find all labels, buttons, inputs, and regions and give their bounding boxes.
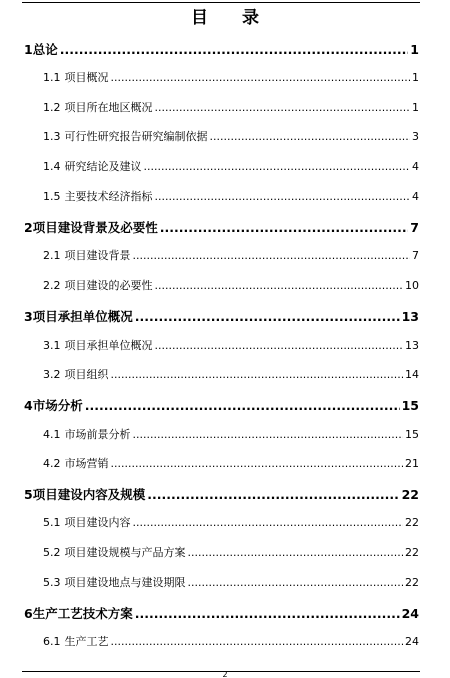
toc-entry-number: 3.2	[43, 368, 61, 381]
toc-section-entry[interactable]	[43, 544, 419, 560]
toc-section-entry[interactable]	[43, 455, 419, 471]
toc-entry-title: 市场前景分析	[64, 428, 131, 441]
toc-entry-page: 22	[405, 576, 419, 589]
toc-dot-leader	[133, 516, 404, 529]
toc-section-entry[interactable]	[43, 247, 419, 263]
toc-chapter-entry[interactable]	[24, 40, 419, 58]
toc-section-entry[interactable]	[43, 337, 419, 353]
toc-entry-title: 生产工艺技术方案	[32, 606, 133, 621]
toc-entry-title: 项目建设内容及规模	[32, 487, 146, 502]
toc-entry-page: 22	[405, 516, 419, 529]
toc-entry-number: 5	[24, 487, 33, 502]
toc-section-entry[interactable]	[43, 277, 419, 293]
toc-entry-page: 13	[405, 339, 419, 352]
toc-dot-leader	[147, 487, 399, 502]
toc-dot-leader	[188, 576, 404, 589]
toc-section-entry[interactable]	[43, 158, 419, 174]
toc-entry-page: 1	[412, 71, 419, 84]
toc-entry-title: 研究结论及建议	[64, 160, 142, 173]
toc-entry-number: 6.1	[43, 635, 61, 648]
toc-entry-number: 1.2	[43, 101, 61, 114]
toc-entry-page: 22	[401, 487, 419, 502]
toc-entry-number: 6	[24, 606, 33, 621]
toc-entry-page: 3	[412, 130, 419, 143]
toc-entry-page: 4	[412, 190, 419, 203]
header-rule	[22, 2, 420, 3]
toc-entry-page: 22	[405, 546, 419, 559]
toc-section-entry[interactable]	[43, 99, 419, 115]
toc-chapter-entry[interactable]	[24, 218, 419, 236]
toc-dot-leader	[155, 190, 411, 203]
toc-dot-leader	[144, 160, 411, 173]
toc-chapter-entry[interactable]	[24, 396, 419, 414]
toc-section-entry[interactable]	[43, 426, 419, 442]
toc-entry-number: 1.4	[43, 160, 61, 173]
toc-entry-page: 1	[410, 42, 419, 57]
toc-dot-leader	[210, 130, 411, 143]
toc-entry-number: 4	[24, 398, 33, 413]
toc-entry-page: 21	[405, 457, 419, 470]
toc-entry-number: 1	[24, 42, 33, 57]
toc-entry-page: 24	[405, 635, 419, 648]
toc-entry-title: 项目建设地点与建设期限	[64, 576, 186, 589]
toc-entry-title: 市场分析	[32, 398, 83, 413]
toc-entry-title: 项目所在地区概况	[64, 101, 153, 114]
toc-entry-title: 总论	[32, 42, 58, 57]
toc-dot-leader	[111, 457, 404, 470]
toc-entry-page: 7	[410, 220, 419, 235]
toc-chapter-entry[interactable]	[24, 604, 419, 622]
toc-entry-title: 项目承担单位概况	[32, 309, 133, 324]
toc-entry-number: 1.3	[43, 130, 61, 143]
toc-entry-title: 项目承担单位概况	[64, 339, 153, 352]
toc-entry-title: 主要技术经济指标	[64, 190, 153, 203]
toc-entry-page: 24	[401, 606, 419, 621]
toc-entry-page: 7	[412, 249, 419, 262]
toc-dot-leader	[155, 339, 404, 352]
toc-entry-number: 2.2	[43, 279, 61, 292]
toc-entry-number: 4.1	[43, 428, 61, 441]
toc-entry-number: 5.3	[43, 576, 61, 589]
toc-dot-leader	[155, 279, 404, 292]
toc-entry-title: 项目建设的必要性	[64, 279, 153, 292]
toc-chapter-entry[interactable]	[24, 307, 419, 325]
toc-entry-title: 项目建设背景	[64, 249, 131, 262]
toc-entry-page: 15	[401, 398, 419, 413]
toc-entry-number: 3	[24, 309, 33, 324]
toc-dot-leader	[85, 398, 400, 413]
toc-entry-title: 生产工艺	[64, 635, 109, 648]
page-number: 2	[222, 671, 228, 678]
toc-entry-title: 项目建设内容	[64, 516, 131, 529]
toc-dot-leader	[111, 71, 411, 84]
toc-entry-number: 1.1	[43, 71, 61, 84]
toc-section-entry[interactable]	[43, 574, 419, 590]
toc-dot-leader	[60, 42, 409, 57]
toc-entry-number: 2.1	[43, 249, 61, 262]
toc-entry-page: 4	[412, 160, 419, 173]
toc-dot-leader	[135, 606, 400, 621]
toc-entry-number: 1.5	[43, 190, 61, 203]
toc-entry-page: 1	[412, 101, 419, 114]
toc-entry-number: 5.1	[43, 516, 61, 529]
toc-entry-number: 5.2	[43, 546, 61, 559]
toc-section-entry[interactable]	[43, 514, 419, 530]
toc-chapter-entry[interactable]	[24, 485, 419, 503]
toc-section-entry[interactable]	[43, 366, 419, 382]
toc-dot-leader	[111, 368, 404, 381]
toc-entry-title: 可行性研究报告研究编制依据	[64, 130, 208, 143]
toc-entry-title: 项目建设规模与产品方案	[64, 546, 186, 559]
page-title: 目 录	[191, 8, 273, 28]
toc-entry-page: 15	[405, 428, 419, 441]
toc-entry-number: 2	[24, 220, 33, 235]
toc-dot-leader	[160, 220, 409, 235]
toc-entry-page: 10	[405, 279, 419, 292]
toc-entry-number: 4.2	[43, 457, 61, 470]
toc-entry-page: 14	[405, 368, 419, 381]
toc-dot-leader	[188, 546, 404, 559]
toc-dot-leader	[133, 249, 411, 262]
toc-entry-title: 项目概况	[64, 71, 109, 84]
toc-section-entry[interactable]	[43, 188, 419, 204]
toc-entry-page: 13	[401, 309, 419, 324]
toc-dot-leader	[135, 309, 400, 324]
toc-section-entry[interactable]	[43, 633, 419, 649]
toc-entry-title: 项目建设背景及必要性	[32, 220, 158, 235]
toc-entry-number: 3.1	[43, 339, 61, 352]
toc-dot-leader	[155, 101, 411, 114]
toc-dot-leader	[111, 635, 404, 648]
toc-dot-leader	[133, 428, 404, 441]
toc-entry-title: 项目组织	[64, 368, 109, 381]
toc-entry-title: 市场营销	[64, 457, 109, 470]
toc-section-entry[interactable]	[43, 128, 419, 144]
toc-section-entry[interactable]	[43, 69, 419, 85]
